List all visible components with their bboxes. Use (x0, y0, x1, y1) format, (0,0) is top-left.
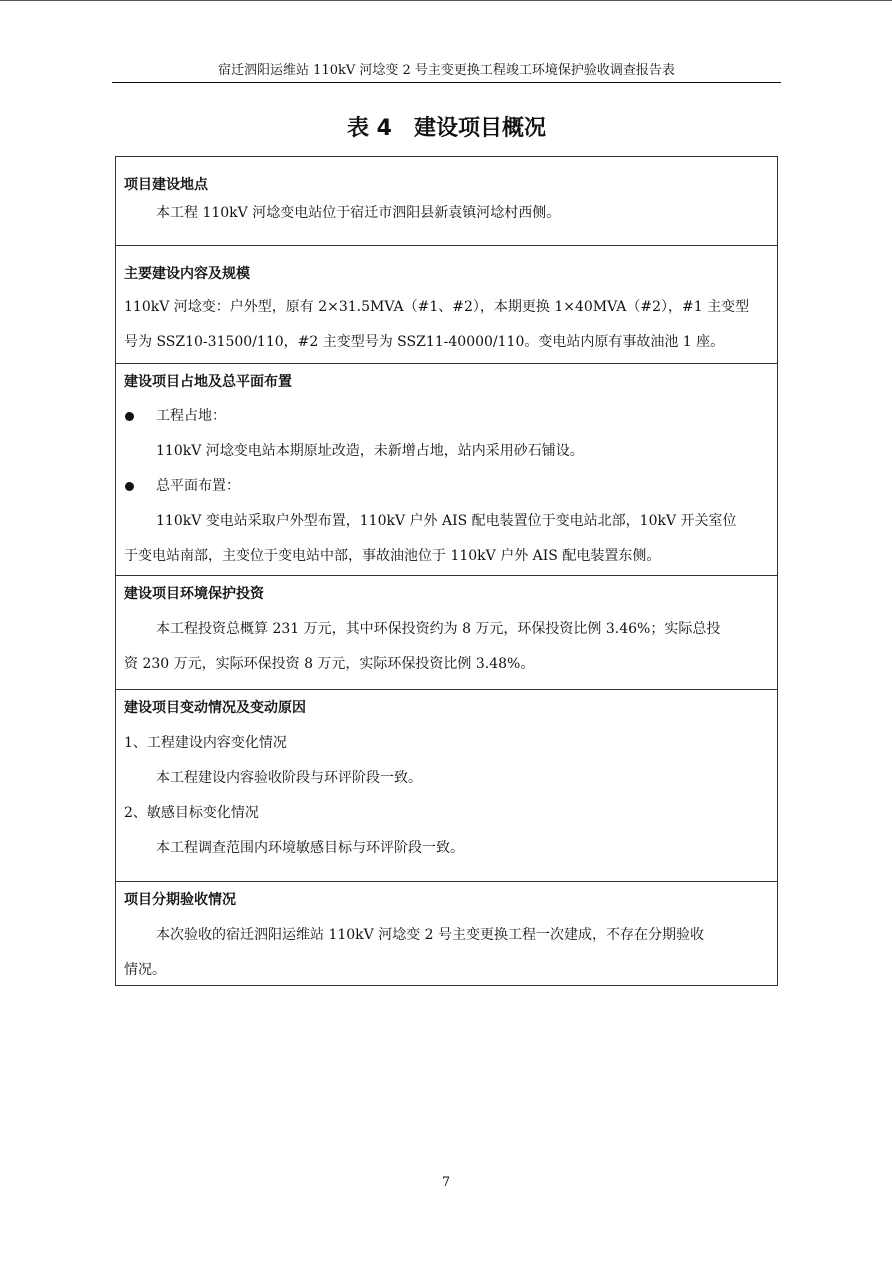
section-title: 项目分期验收情况 (124, 892, 236, 908)
table-label: 表 4 (347, 116, 392, 141)
section-text: 110kV 变电站采取户外型布置，110kV 户外 AIS 配电装置位于变电站北部，10kV 开关室位 (156, 513, 737, 529)
overview-table (115, 156, 778, 986)
section-title: 建设项目占地及总平面布置 (124, 374, 292, 390)
list-item: 1、工程建设内容变化情况 (124, 735, 287, 751)
section-investment (116, 575, 777, 689)
section-title: 主要建设内容及规模 (124, 266, 250, 282)
section-text: 110kV 河埝变电站本期原址改造，未新增占地，站内采用砂石铺设。 (156, 443, 584, 459)
section-text: 资 230 万元，实际环保投资 8 万元，实际环保投资比例 3.48%。 (124, 656, 535, 672)
section-text: 本工程调查范围内环境敏感目标与环评阶段一致。 (156, 840, 464, 856)
bullet-icon (125, 412, 134, 421)
bullet-label: 总平面布置： (156, 478, 240, 494)
top-border (0, 0, 892, 1)
header-rule (112, 82, 781, 83)
section-text: 本次验收的宿迁泗阳运维站 110kV 河埝变 2 号主变更换工程一次建成，不存在分期验收 (156, 927, 705, 943)
section-layout (116, 363, 777, 575)
section-title: 建设项目环境保护投资 (124, 586, 264, 602)
page-number: 7 (441, 1175, 451, 1190)
section-location (116, 157, 777, 245)
table-title (112, 114, 781, 144)
list-item: 2、敏感目标变化情况 (124, 805, 259, 821)
section-text: 号为 SSZ10-31500/110，#2 主变型号为 SSZ11-40000/110。变电站内原有事故油池 1 座。 (124, 334, 725, 350)
section-text: 情况。 (124, 962, 166, 978)
section-phases (116, 881, 777, 985)
section-text: 本工程投资总概算 231 万元，其中环保投资约为 8 万元，环保投资比例 3.46%；实际总投 (156, 621, 721, 637)
table-title-text: 建设项目概况 (413, 116, 546, 141)
section-text: 于变电站南部，主变位于变电站中部，事故油池位于 110kV 户外 AIS 配电装置东侧。 (124, 548, 661, 564)
section-text: 110kV 河埝变：户外型，原有 2×31.5MVA（#1、#2），本期更换 1×40MVA（#2），#1 主变型 (124, 299, 750, 315)
running-header: 宿迁泗阳运维站 110kV 河埝变 2 号主变更换工程竣工环境保护验收调查报告表 (218, 63, 675, 78)
section-changes (116, 689, 777, 881)
section-text: 本工程 110kV 河埝变电站位于宿迁市泗阳县新袁镇河埝村西侧。 (156, 205, 561, 221)
section-text: 本工程建设内容验收阶段与环评阶段一致。 (156, 770, 422, 786)
section-title: 项目建设地点 (124, 177, 208, 193)
section-title: 建设项目变动情况及变动原因 (124, 700, 306, 716)
bullet-label: 工程占地： (156, 408, 226, 424)
section-scale (116, 245, 777, 363)
bullet-icon (125, 482, 134, 491)
